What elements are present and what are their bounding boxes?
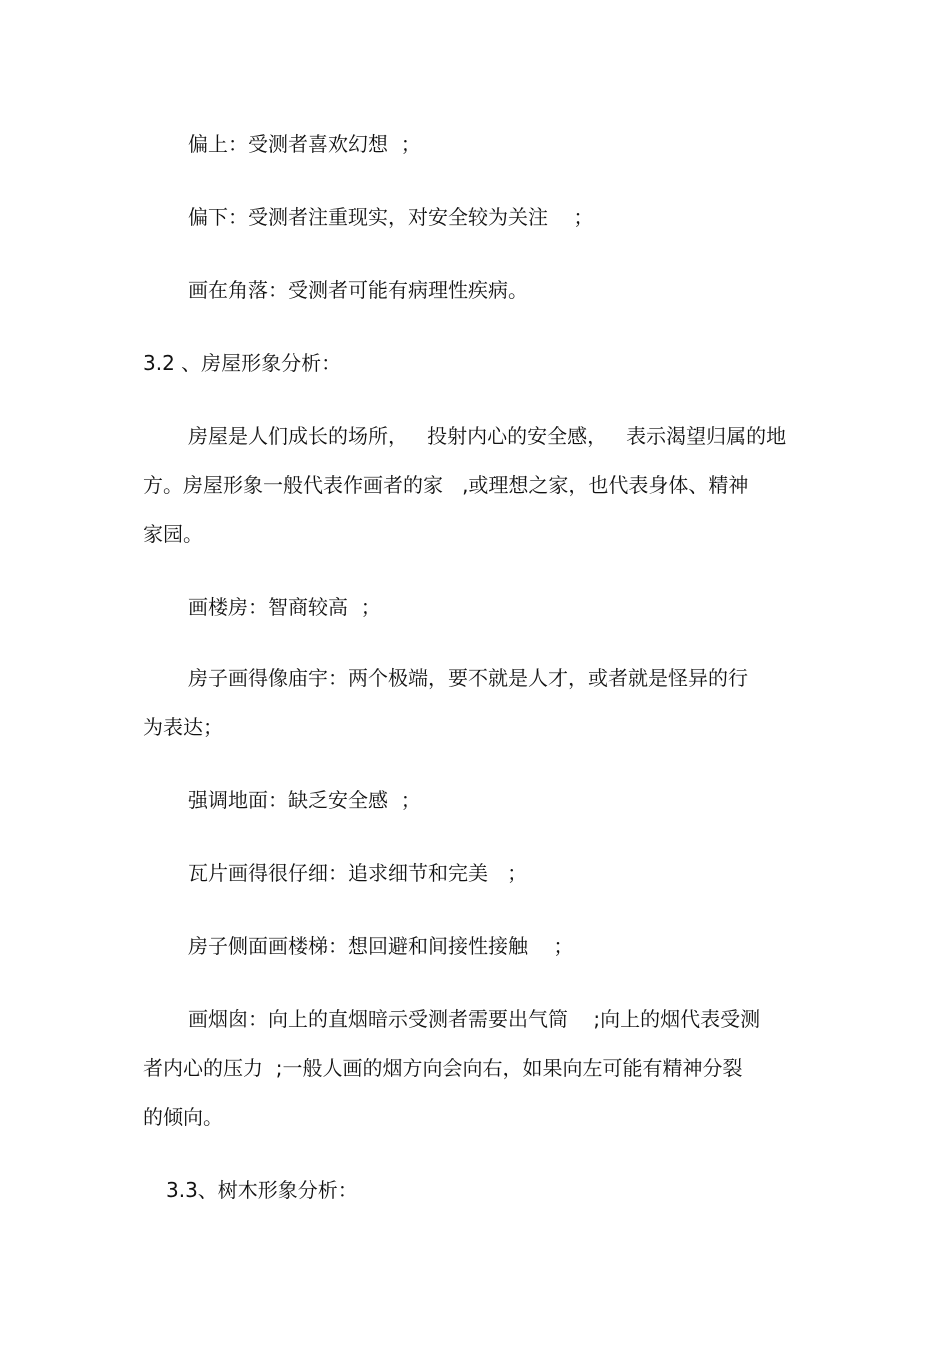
text-line-15: 者内心的压力 ;一般人画的烟方向会向右，如果向左可能有精神分裂 xyxy=(143,1056,743,1080)
text-line-8: 画楼房：智商较高 ； xyxy=(188,595,381,619)
text-line-7: 家园。 xyxy=(143,522,203,546)
text-line-6: 方。房屋形象一般代表作画者的家 ,或理想之家，也代表身体、精神 xyxy=(143,473,749,497)
text-line-11: 强调地面：缺乏安全感 ； xyxy=(188,788,421,812)
text-line-3: 画在角落：受测者可能有病理性疾病。 xyxy=(188,278,528,302)
section-heading-3-2: 3.2 、房屋形象分析： xyxy=(143,351,342,375)
text-line-9: 房子画得像庙宇：两个极端，要不就是人才，或者就是怪异的行 xyxy=(188,666,748,690)
section-heading-3-3: 3.3、树木形象分析： xyxy=(166,1178,358,1202)
text-line-16: 的倾向。 xyxy=(143,1105,223,1129)
text-line-5: 房屋是人们成长的场所， 投射内心的安全感， 表示渴望归属的地 xyxy=(188,424,787,448)
text-line-12: 瓦片画得很仔细：追求细节和完美 ； xyxy=(188,861,528,885)
text-line-13: 房子侧面画楼梯：想回避和间接性接触 ； xyxy=(188,934,574,958)
text-line-10: 为表达； xyxy=(143,715,223,739)
text-line-1: 偏上：受测者喜欢幻想 ； xyxy=(188,132,421,156)
text-line-14: 画烟囱：向上的直烟暗示受测者需要出气筒 ;向上的烟代表受测 xyxy=(188,1007,761,1031)
text-line-2: 偏下：受测者注重现实，对安全较为关注 ； xyxy=(188,205,594,229)
